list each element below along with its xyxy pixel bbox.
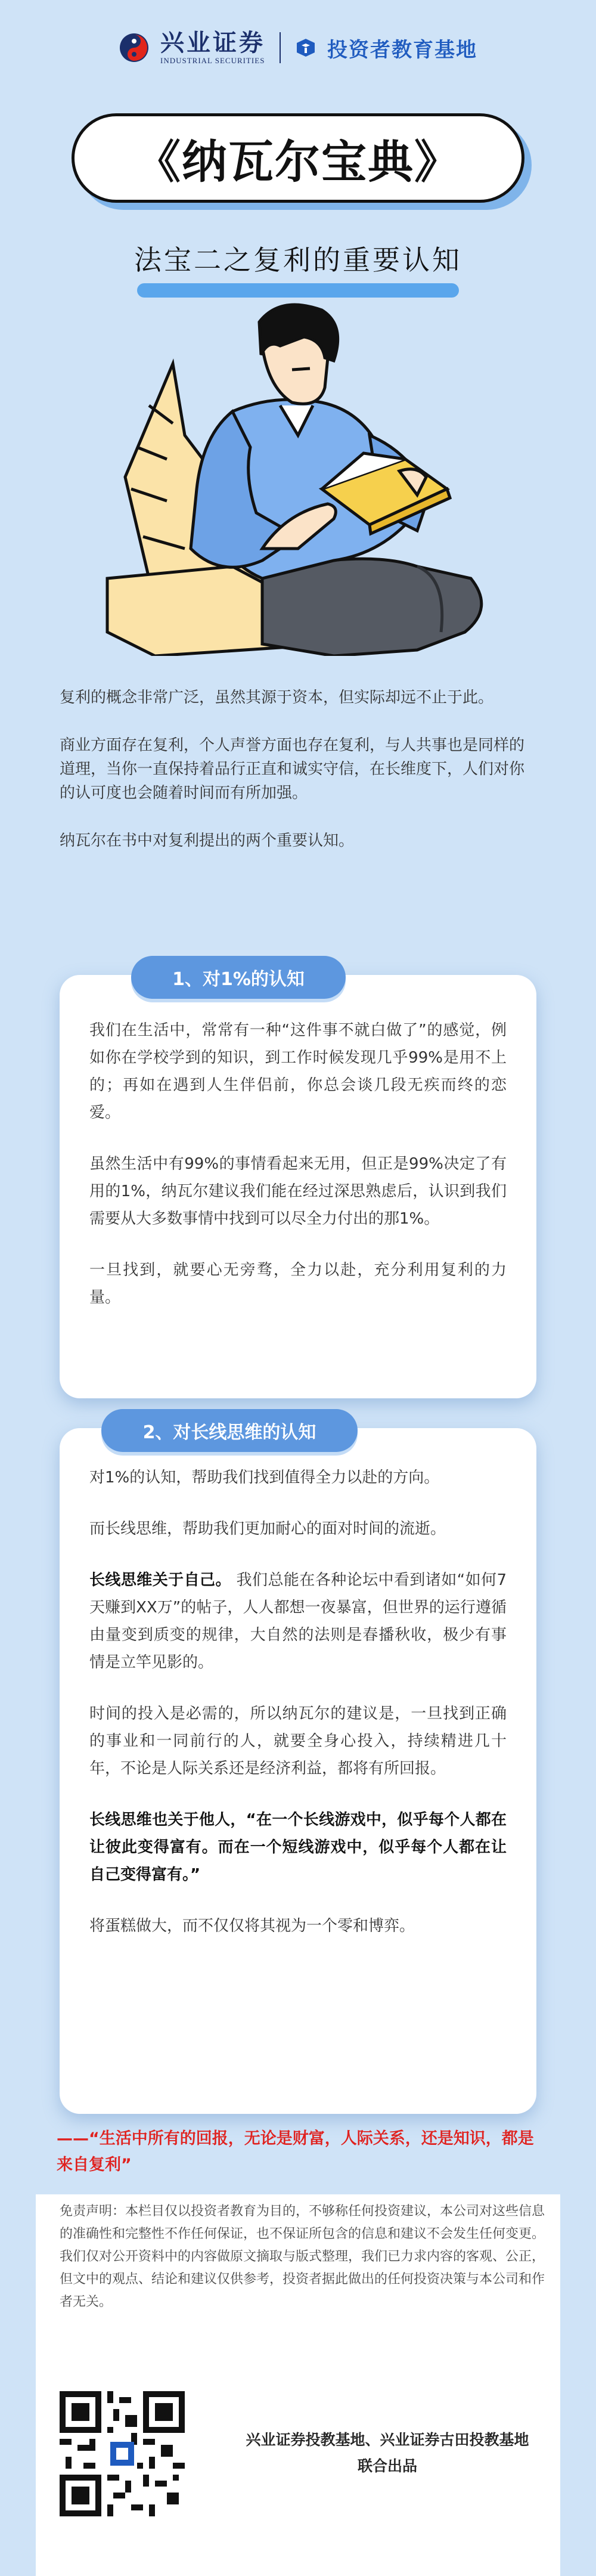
section-body-1 bbox=[89, 1017, 507, 1335]
section-card-2 bbox=[60, 1422, 536, 2114]
section-paragraph: 一旦找到，就要心无旁骛，全力以赴，充分利用复利的力量。 bbox=[89, 1261, 507, 1306]
intro-text bbox=[60, 686, 536, 877]
subtitle-underline-bar bbox=[137, 283, 459, 298]
qr-code[interactable] bbox=[60, 2391, 185, 2516]
section-paragraph: 虽然生活中有99%的事情看起来无用，但正是99%决定了有用的1%，纳瓦尔建议我们能在经过深思熟虑后，认识到我们需要从大多数事情中找到可以尽全力付出的那1%。 bbox=[89, 1155, 507, 1228]
disclaimer-text: 免责声明：本栏目仅以投资者教育为目的，不够称任何投资建议，本公司对这些信息的准确性和完整性不作任何保证，也不保证所包含的信息和建议不会发生任何变更。我们仅对公开资料中的内容做原文摘取与版式整理，我们已力求内容的客观、公正，但文中的观点、结论和建议仅供参考，投资者据此做出的任何投资决策与本公司和作者无关。 bbox=[60, 2204, 545, 2309]
trousers bbox=[262, 559, 482, 656]
section-paragraph: 将蛋糕做大，而不仅仅将其视为一个零和博弈。 bbox=[89, 1917, 415, 1935]
head bbox=[259, 305, 338, 404]
section-paragraph: 而长线思维，帮助我们更加耐心的面对时间的流逝。 bbox=[89, 1520, 446, 1538]
investor-education-base-title: 投资者教育基地 bbox=[327, 38, 477, 62]
investor-education-icon bbox=[295, 37, 316, 58]
qr-code-icon bbox=[60, 2391, 185, 2516]
bold-paragraph: 长线思维也关于他人，“在一个长线游戏中，似乎每个人都在让彼此变得富有。而在一个短线游戏中，似乎每个人都在让自己变得富有。” bbox=[89, 1811, 507, 1884]
section-label-1: 1、对1%的认知 bbox=[131, 956, 346, 999]
footer-credit-line: 兴业证券投教基地、兴业证券古田投教基地 bbox=[246, 2431, 529, 2448]
section-paragraph bbox=[89, 1806, 507, 1888]
industrial-securities-logo-icon bbox=[119, 32, 150, 63]
highlight-quote: ——“生活中所有的回报，无论是财富，人际关系，还是知识，都是来自复利” bbox=[57, 2129, 534, 2174]
intro-paragraph: 纳瓦尔在书中对复利提出的两个重要认知。 bbox=[60, 832, 355, 850]
section-paragraph: 对1%的认知，帮助我们找到值得全力以赴的方向。 bbox=[89, 1469, 440, 1487]
disclaimer-section bbox=[36, 2194, 560, 2576]
intro-paragraph: 复利的概念非常广泛，虽然其源于资本，但实际却远不止于此。 bbox=[60, 689, 494, 707]
brand-block bbox=[160, 30, 265, 66]
footer-credit-line: 联合出品 bbox=[357, 2457, 417, 2475]
bold-lead: 长线思维关于自己。 bbox=[89, 1571, 231, 1589]
footer-credit bbox=[226, 2427, 548, 2479]
section-card-1 bbox=[60, 969, 536, 1398]
brand-name: 兴业证券 bbox=[160, 29, 265, 57]
section-paragraph: 我们在生活中，常常有一种“这件事不就白做了”的感觉，例如你在学校学到的知识，到工作时候发现几乎99%是用不上的；再如在遇到人生伴侣前，你总会谈几段无疾而终的恋爱。 bbox=[89, 1021, 507, 1122]
header-divider bbox=[280, 32, 281, 63]
intro-paragraph: 商业方面存在复利，个人声誉方面也存在复利，与人共事也是同样的道理，当你一直保持着品行正直和诚实守信，在长维度下，人们对你的认可度也会随着时间而有所加强。 bbox=[60, 736, 525, 802]
page-title: 《纳瓦尔宝典》 bbox=[135, 135, 461, 188]
header bbox=[0, 24, 596, 72]
section-label-2: 2、对长线思维的认知 bbox=[101, 1409, 358, 1452]
man-reading-book-illustration bbox=[83, 298, 513, 656]
brand-name-en: INDUSTRIAL SECURITIES bbox=[160, 56, 265, 65]
title-box bbox=[72, 113, 524, 203]
section-paragraph bbox=[89, 1566, 507, 1676]
section-paragraph: 时间的投入是必需的，所以纳瓦尔的建议是，一旦找到正确的事业和一同前行的人，就要全身心投入，持续精进几十年，不论是人际关系还是经济利益，都将有所回报。 bbox=[89, 1705, 507, 1778]
page-subtitle: 法宝二之复利的重要认知 bbox=[134, 244, 462, 276]
section-body-2 bbox=[89, 1464, 507, 1964]
paragraph-rest: 我们总能在各种论坛中看到诸如“如何7天赚到XX万”的帖子，人人都想一夜暴富，但世界的运行遵循由量变到质变的规律，大自然的法则是春播秋收，极少有事情是立竿见影的。 bbox=[89, 1571, 507, 1671]
